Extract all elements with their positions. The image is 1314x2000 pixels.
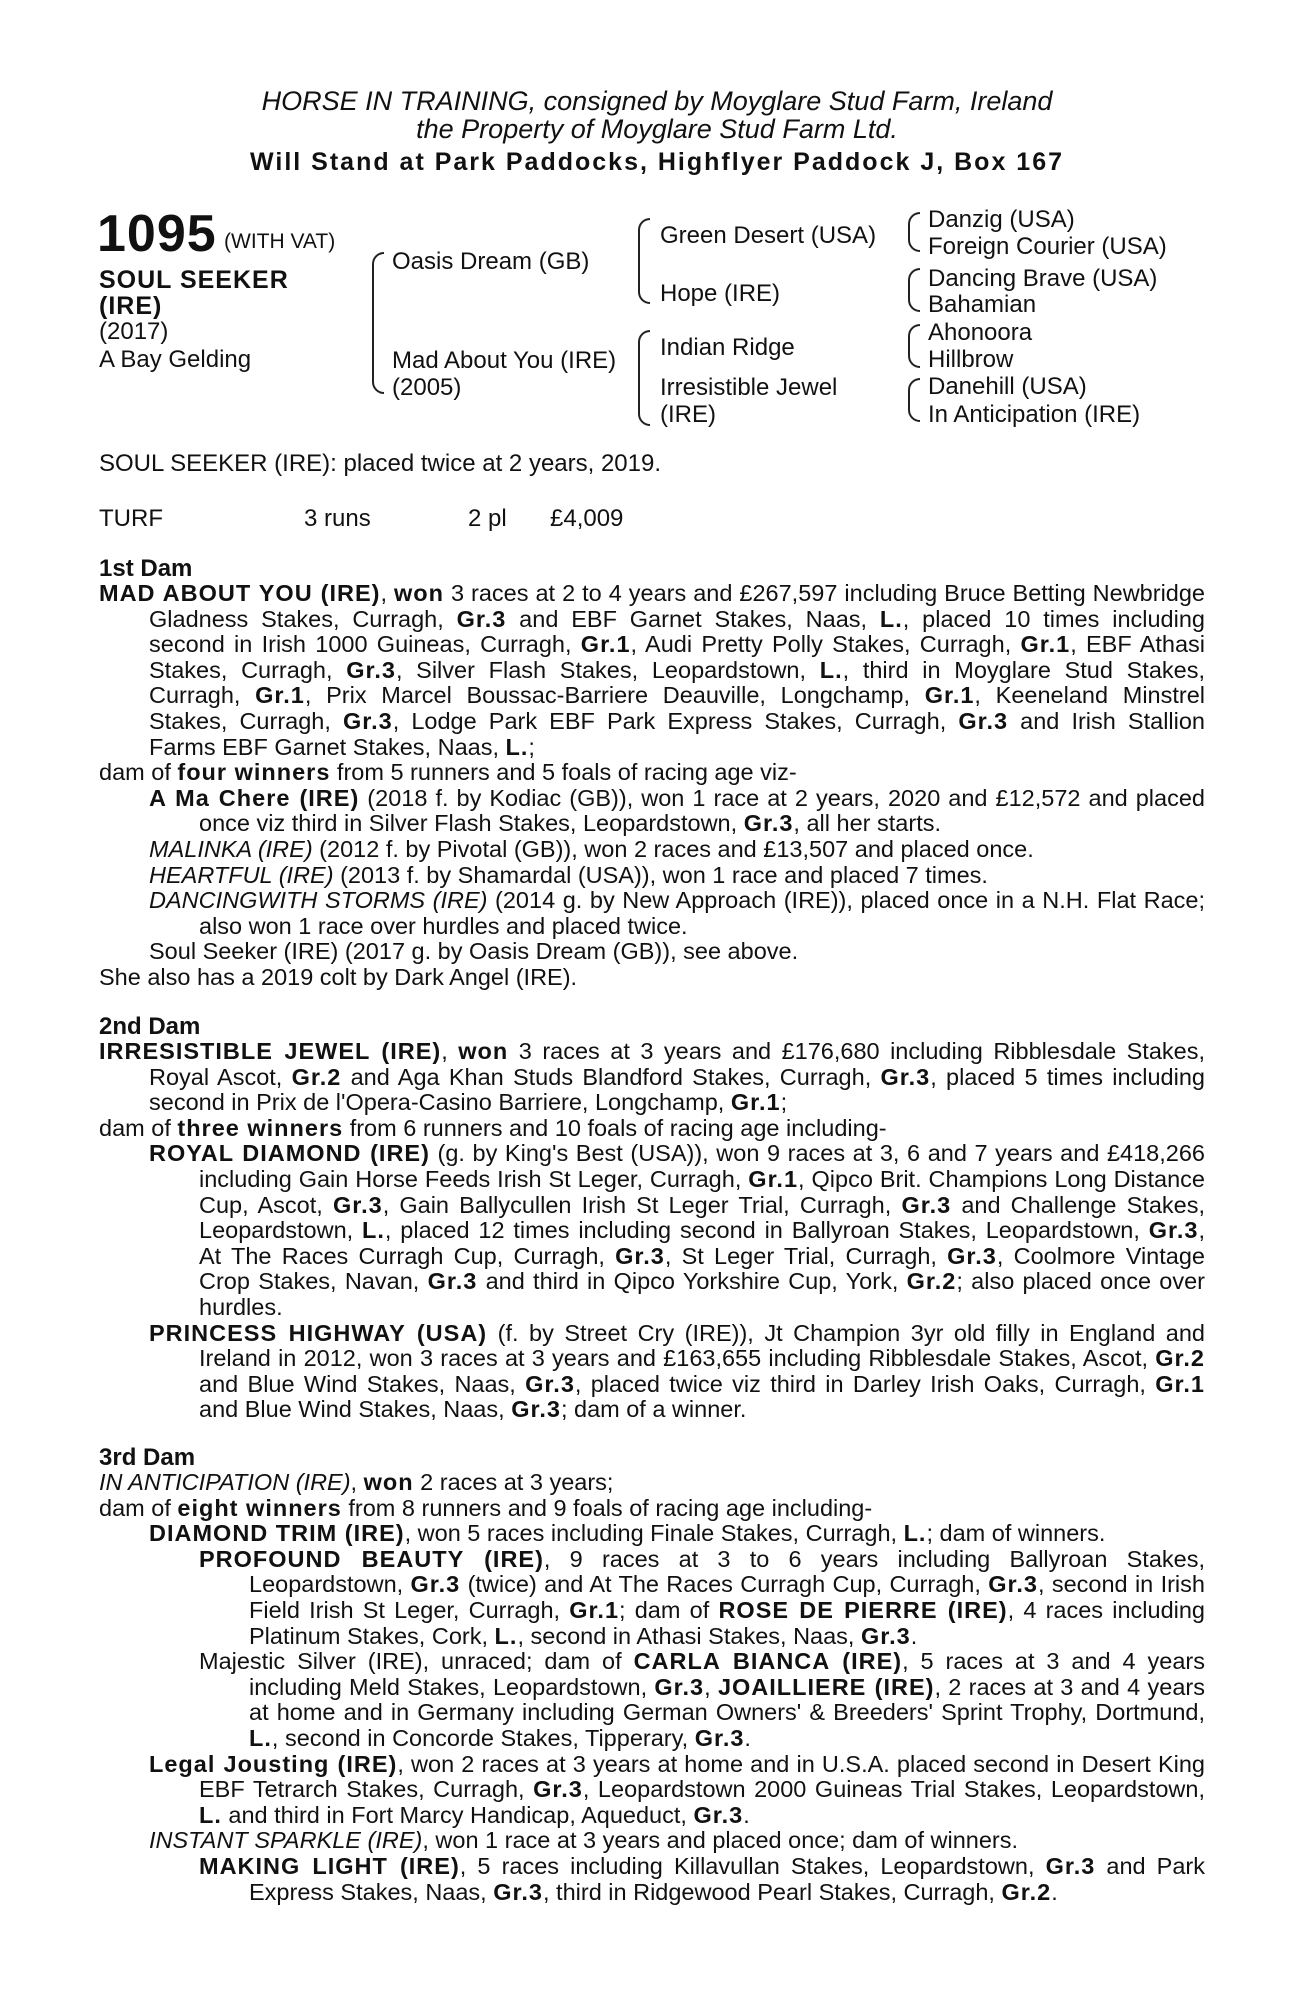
pedigree-dd-country: (IRE) bbox=[660, 401, 716, 428]
pedigree-dds: Danehill (USA) bbox=[928, 373, 1087, 400]
pedigree-ssd: Foreign Courier (USA) bbox=[928, 233, 1167, 260]
horse-name: SOUL SEEKER bbox=[99, 266, 289, 294]
pedigree-ddd: In Anticipation (IRE) bbox=[928, 401, 1141, 428]
first-dam-block: MAD ABOUT YOU (IRE), won 3 races at 2 to 4 years and £267,597 including Bruce Betting Newbridge Gladness Stakes, Curragh, Gr.3 and EBF Garnet Stakes, Naas, L., placed 10 times including second in Irish 1000 Guineas, Curragh, Gr.1, Audi Pretty Polly Stakes, Curragh, Gr.1, EBF Athasi Stakes, Curragh, Gr.3, Silver Flash Stakes, Leopardstown, L., third in Moyglare Stud Stakes, Curragh, Gr.1, Prix Marcel Boussac-Barriere Deauville, Longchamp, Gr.1, Keeneland Minstrel Stakes, Curragh, Gr.3, Lodge Park EBF Park Express Stakes, Curragh, Gr.3 and Irish Stallion Farms EBF Garnet Stakes, Naas, L.; dam of four winners from 5 runners and 5 foals of racing age viz- A Ma Chere (IRE) (2018 f. by Kodiac (GB)), won 1 race at 2 years, 2020 and £12,572 and placed once viz third in Silver Flash Stakes, Leopardstown, Gr.3, all her starts. MALINKA (IRE) (2012 f. by Pivotal (GB)), won 2 races and £13,507 and placed once. HEARTFUL (IRE) (2013 f. by Shamardal (USA)), won 1 race and placed 7 times. DANCINGWITH STORMS (IRE) (2014 g. by New Approach (IRE)), placed once in a N.H. Flat Race; also won 1 race over hurdles and placed twice. Soul Seeker (IRE) (2017 g. by Oasis Dream (GB)), see above. She also has a 2019 colt by Dark Angel (IRE). bbox=[99, 580, 1206, 990]
pedigree-dss: Ahonoora bbox=[928, 319, 1033, 346]
horse-country: (IRE) bbox=[99, 292, 163, 320]
pedigree-sds: Dancing Brave (USA) bbox=[928, 265, 1158, 292]
pedigree-sire: Oasis Dream (GB) bbox=[392, 248, 590, 275]
second-dam-block: IRRESISTIBLE JEWEL (IRE), won 3 races at 3 years and £176,680 including Ribblesdale Stakes, Royal Ascot, Gr.2 and Aga Khan Studs Blandford Stakes, Curragh, Gr.3, placed 5 times including second in Prix de l'Opera-Casino Barriere, Longchamp, Gr.1; dam of three winners from 6 runners and 10 foals of racing age including- ROYAL DIAMOND (IRE) (g. by King's Best (USA)), won 9 races at 3, 6 and 7 years and £418,266 including Gain Horse Feeds Irish St Leger, Curragh, Gr.1, Qipco Brit. Champions Long Distance Cup, Ascot, Gr.3, Gain Ballycullen Irish St Leger Trial, Curragh, Gr.3 and Challenge Stakes, Leopardstown, L., placed 12 times including second in Ballyroan Stakes, Leopardstown, Gr.3, At The Races Curragh Cup, Curragh, Gr.3, St Leger Trial, Curragh, Gr.3, Coolmore Vintage Crop Stakes, Navan, Gr.3 and third in Qipco Yorkshire Cup, York, Gr.2; also placed once over hurdles. PRINCESS HIGHWAY (USA) (f. by Street Cry (IRE)), Jt Champion 3yr old filly in England and Ireland in 2012, won 3 races at 3 years and £163,655 including Ribblesdale Stakes, Ascot, Gr.2 and Blue Wind Stakes, Naas, Gr.3, placed twice viz third in Darley Irish Oaks, Curragh, Gr.1 and Blue Wind Stakes, Naas, Gr.3; dam of a winner. bbox=[99, 1038, 1206, 1423]
horse-year: (2017) bbox=[99, 318, 169, 345]
section-2nd-dam: 2nd Dam bbox=[99, 1013, 201, 1040]
pedigree-brace-2 bbox=[908, 268, 920, 312]
record-runs: 3 runs bbox=[304, 505, 371, 532]
pedigree-dam: Mad About You (IRE) bbox=[392, 347, 617, 374]
record-earnings: £4,009 bbox=[550, 505, 624, 532]
third-dam-block: IN ANTICIPATION (IRE), won 2 races at 3 years; dam of eight winners from 8 runners and 9 foals of racing age including- DIAMOND TRIM (IRE), won 5 races including Finale Stakes, Curragh, L.; dam of winners. PROFOUND BEAUTY (IRE), 9 races at 3 to 6 years including Ballyroan Stakes, Leopardstown, Gr.3 (twice) and At The Races Curragh Cup, Curragh, Gr.3, second in Irish Field Irish St Leger, Curragh, Gr.1; dam of ROSE DE PIERRE (IRE), 4 races including Platinum Stakes, Cork, L., second in Athasi Stakes, Naas, Gr.3. Majestic Silver (IRE), unraced; dam of CARLA BIANCA (IRE), 5 races at 3 and 4 years including Meld Stakes, Leopardstown, Gr.3, JOAILLIERE (IRE), 2 races at 3 and 4 years at home and in Germany including German Owners' & Breeders' Sprint Trophy, Dortmund, L., second in Concorde Stakes, Tipperary, Gr.3. Legal Jousting (IRE), won 2 races at 3 years at home and in U.S.A. placed second in Desert King EBF Tetrarch Stakes, Curragh, Gr.3, Leopardstown 2000 Guineas Trial Stakes, Leopardstown, L. and third in Fort Marcy Handicap, Aqueduct, Gr.3. INSTANT SPARKLE (IRE), won 1 race at 3 years and placed once; dam of winners. MAKING LIGHT (IRE), 5 races including Killavullan Stakes, Leopardstown, Gr.3 and Park Express Stakes, Naas, Gr.3, third in Ridgewood Pearl Stakes, Curragh, Gr.2. bbox=[99, 1469, 1206, 1905]
section-3rd-dam: 3rd Dam bbox=[99, 1444, 196, 1471]
pedigree-sdd: Bahamian bbox=[928, 291, 1037, 318]
pedigree-brace-1 bbox=[908, 212, 920, 252]
pedigree-dsd: Hillbrow bbox=[928, 346, 1014, 373]
pedigree-brace-dam bbox=[638, 330, 650, 426]
pedigree-brace-sire bbox=[638, 218, 650, 304]
pedigree-sd: Hope (IRE) bbox=[660, 280, 781, 307]
header-line-3: Will Stand at Park Paddocks, Highflyer Paddock J, Box 167 bbox=[250, 148, 1064, 176]
summary-line: SOUL SEEKER (IRE): placed twice at 2 years, 2019. bbox=[99, 450, 662, 477]
pedigree-dd: Irresistible Jewel bbox=[660, 374, 838, 401]
pedigree-sss: Danzig (USA) bbox=[928, 206, 1075, 233]
record-placed: 2 pl bbox=[468, 505, 507, 532]
header-line-1: HORSE IN TRAINING, consigned by Moyglare Stud Farm, Ireland bbox=[261, 86, 1053, 116]
lot-number: 1095 bbox=[97, 205, 217, 263]
vat-label: (WITH VAT) bbox=[224, 230, 336, 253]
horse-description: A Bay Gelding bbox=[99, 346, 252, 373]
pedigree-brace-main bbox=[372, 252, 384, 394]
pedigree-dam-year: (2005) bbox=[392, 374, 462, 401]
section-1st-dam: 1st Dam bbox=[99, 555, 193, 582]
pedigree-ds: Indian Ridge bbox=[660, 334, 795, 361]
record-surface: TURF bbox=[99, 505, 163, 532]
pedigree-brace-4 bbox=[908, 378, 920, 422]
pedigree-ss: Green Desert (USA) bbox=[660, 222, 877, 249]
header-line-2: the Property of Moyglare Stud Farm Ltd. bbox=[416, 114, 898, 144]
pedigree-brace-3 bbox=[908, 324, 920, 368]
